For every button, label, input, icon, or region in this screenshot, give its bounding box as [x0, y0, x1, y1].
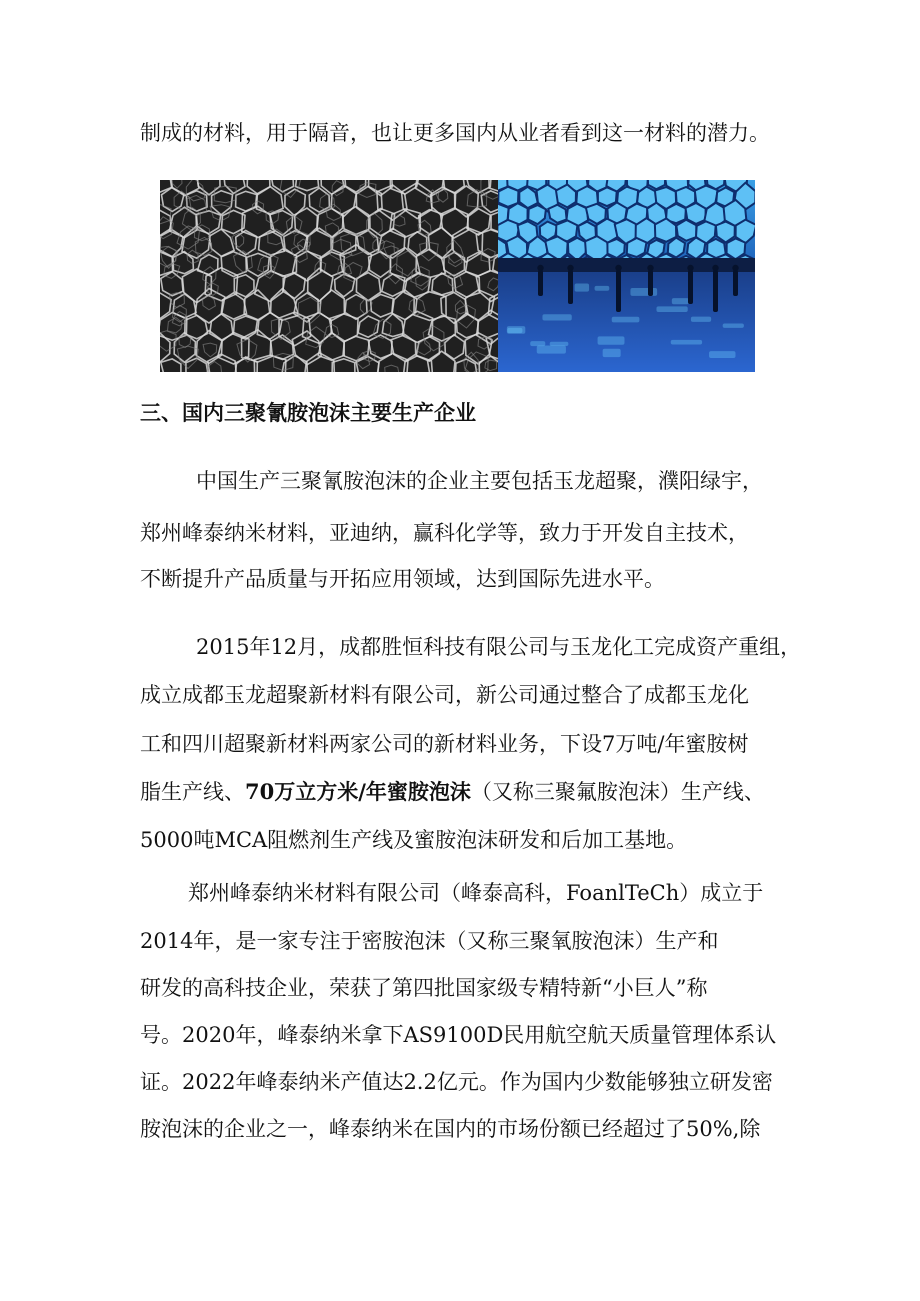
para2-line2: 成立成都玉龙超聚新材料有限公司，新公司通过整合了成都玉龙化 [140, 683, 749, 707]
para2-line4-end: （又称三聚氟胺泡沫）生产线、 [470, 780, 765, 804]
water-cube-facade-image [498, 180, 755, 372]
para3-line4: 号。2020年，峰泰纳米拿下AS9100D民用航空航天质量管理体系认 [140, 1023, 777, 1047]
para3-line1: 郑州峰泰纳米材料有限公司（峰泰高科，FoanlTeCh）成立于 [188, 881, 764, 905]
para2-line4 [140, 777, 800, 807]
para2-line1: 2015年12月，成都胜恒科技有限公司与玉龙化工完成资产重组， [196, 635, 802, 659]
para2-line3: 工和四川超聚新材料两家公司的新材料业务，下设7万吨/年蜜胺树 [140, 732, 749, 756]
para3-line5: 证。2022年峰泰纳米产值达2.2亿元。作为国内少数能够独立研发密 [140, 1070, 773, 1094]
para1-line2: 郑州峰泰纳米材料，亚迪纳，赢科化学等，致力于开发自主技术， [140, 521, 749, 545]
figure [160, 180, 755, 372]
foam-microstructure-image [160, 180, 498, 372]
intro-line: 制成的材料，用于隔音，也让更多国内从业者看到这一材料的潜力。 [140, 121, 770, 145]
para2-line4-start: 脂生产线、 [140, 780, 245, 804]
para1-line3: 不断提升产品质量与开拓应用领域，达到国际先进水平。 [140, 567, 665, 591]
para1-line1: 中国生产三聚氰胺泡沫的企业主要包括玉龙超聚，濮阳绿宇， [196, 469, 763, 493]
para2-line4-bold: 70万立方米/年蜜胺泡沫 [245, 779, 471, 804]
para2-line5: 5000吨MCA阻燃剂生产线及蜜胺泡沫研发和后加工基地。 [140, 828, 688, 852]
para3-line2: 2014年，是一家专注于密胺泡沫（又称三聚氧胺泡沫）生产和 [140, 929, 719, 953]
para3-line3: 研发的高科技企业，荣获了第四批国家级专精特新“小巨人”称 [140, 976, 708, 1000]
para3-line6: 胺泡沫的企业之一，峰泰纳米在国内的市场份额已经超过了50%,除 [140, 1117, 761, 1141]
section-heading: 三、国内三聚氰胺泡沫主要生产企业 [140, 401, 476, 425]
